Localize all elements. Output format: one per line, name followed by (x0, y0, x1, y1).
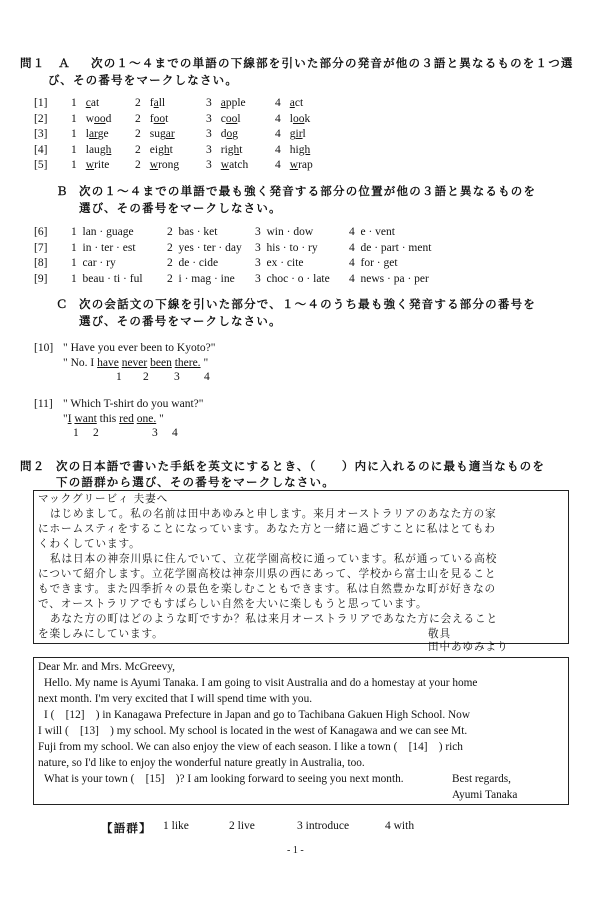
question-number: [2] (34, 112, 48, 125)
q11-num3: 3 (152, 427, 158, 439)
q10-number: [10] (34, 342, 54, 354)
choice-word: 3 cool (206, 112, 241, 125)
en-letter-line: Hello. My name is Ayumi Tanaka. I am going to visit Australia and do a homestay at your home (44, 677, 478, 689)
choice-word: 2 eight (135, 143, 173, 156)
q11-part1: I (67, 413, 72, 425)
q10-part1: have (97, 357, 119, 369)
q11-part4: one. (136, 413, 157, 425)
question-number: [4] (34, 143, 48, 156)
q10-num1: 1 (116, 371, 122, 383)
q10-part4: there. (174, 357, 201, 369)
q11-num2: 2 (93, 427, 99, 439)
choice-word: 2 fall (135, 97, 166, 109)
choice-word: 4 de · part · ment (349, 241, 432, 254)
choice-word: 3 choc · o · late (255, 272, 330, 285)
choice-word: 1 write (71, 159, 110, 171)
question-number: [1] (34, 97, 48, 109)
q11-num4: 4 (172, 427, 178, 439)
choice-word: 4 act (275, 97, 304, 109)
wordbank-option-4: 4 with (385, 820, 415, 832)
choice-word: 2 de · cide (167, 257, 219, 269)
choice-word: 4 look (275, 112, 311, 125)
blank-14: [14] (408, 741, 428, 753)
choice-word: 3 right (206, 143, 243, 156)
choice-word: 2 wrong (135, 159, 180, 171)
q1b-instruction-line2: 選び、その番号をマークしなさい。 (79, 201, 282, 215)
en-letter-line: nature, so I'd like to enjoy the wonderful nature greatly in Australia, too. (38, 757, 365, 769)
question-number: [7] (34, 241, 48, 254)
q1b-instruction-line1: 次の１～４までの単語で最も強く発音する部分の位置が他の３語と異なるものを (79, 184, 537, 198)
q10-num3: 3 (174, 371, 180, 383)
q10-dialogue-line1: " Have you ever been to Kyoto?" (63, 342, 216, 354)
q10-num2: 2 (143, 371, 149, 383)
wordbank-label: 【語群】 (101, 821, 152, 835)
choice-word: 3 dog (206, 128, 238, 140)
q1a-instruction-line1: 次の１～４までの単語の下線部を引いた部分の発音が他の３語と異なるものを１つ選 (91, 56, 574, 70)
choice-word: 1 beau · ti · ful (71, 272, 143, 285)
wordbank-option-3: 3 introduce (297, 820, 350, 832)
wordbank-option-1: 1 like (163, 820, 189, 832)
jp-letter-salutation: マックグリービィ 夫妻へ (38, 493, 169, 505)
choice-word: 1 laugh (71, 143, 112, 156)
choice-word: 2 bas · ket (167, 226, 218, 238)
q1c-instruction-line2: 選び、その番号をマークしなさい。 (79, 314, 282, 328)
choice-word: 1 car · ry (71, 257, 116, 269)
choice-word: 4 wrap (275, 159, 313, 171)
choice-word: 3 his · to · ry (255, 241, 318, 254)
choice-word: 1 cat (71, 97, 100, 109)
jp-letter-closing: 敬具 (428, 628, 451, 640)
en-letter-line: What is your town ( [15] )? I am looking forward to seeing you next month. (44, 773, 404, 785)
q11-dialogue-line1: " Which T-shirt do you want?" (63, 398, 204, 410)
choice-word: 3 ex · cite (255, 257, 304, 269)
q1c-label: Ｃ (56, 297, 69, 311)
jp-letter-line: 私は日本の神奈川県に住んでいて、立花学園高校に通っています。私が通っている高校 (50, 553, 498, 565)
page-number: - 1 - (287, 845, 304, 856)
q1a-instruction-line2: び、その番号をマークしなさい。 (48, 73, 239, 87)
choice-word: 4 girl (275, 128, 306, 140)
choice-word: 2 sugar (135, 128, 175, 140)
choice-word: 1 lan · guage (71, 226, 134, 238)
jp-letter-line: を楽しみにしています。 (38, 628, 164, 640)
jp-letter-signature: 田中あゆみより (428, 641, 509, 653)
jp-letter-line: について紹介します。立花学園高校は神奈川県の西にあって、学校から富士山を見ること (38, 568, 497, 580)
jp-letter-line: はじめまして。私の名前は田中あゆみと申します。来月オーストラリアのあなた方の家 (50, 508, 497, 520)
choice-word: 4 e · vent (349, 226, 395, 238)
jp-letter-line: あなた方の町はどのような町ですか？私は来月オーストラリアであなた方に会えること (50, 613, 499, 625)
question-number: [5] (34, 159, 48, 171)
q10-num4: 4 (204, 371, 210, 383)
jp-letter-line: にホームスティをすることになっています。あなた方と一緒に過ごすことに私はとてもわ (38, 523, 496, 535)
question-number: [9] (34, 272, 48, 285)
q10-dialogue-line2: " No. I have never been there. " (63, 357, 209, 369)
q1b-label: Ｂ (56, 184, 69, 198)
en-letter-line: next month. I'm very excited that I will spend time with you. (38, 693, 313, 705)
choice-word: 2 foot (135, 112, 169, 125)
choice-word: 4 for · get (349, 257, 398, 269)
en-letter-salutation: Dear Mr. and Mrs. McGreevy, (38, 661, 175, 673)
japanese-letter-box (33, 490, 569, 644)
blank-15: [15] (145, 773, 165, 785)
jp-letter-line: くわくしています。 (38, 538, 141, 550)
choice-word: 1 large (71, 128, 109, 140)
en-letter-line: Fuji from my school. We can also enjoy the view of each season. I like a town ( [14] ) rich (38, 741, 463, 753)
question-number: [8] (34, 257, 48, 269)
blank-13: [13] (80, 725, 99, 737)
q11-part2: want (74, 413, 97, 425)
choice-word: 3 watch (206, 159, 249, 171)
q11-num1: 1 (73, 427, 79, 439)
en-letter-line: I will ( [13] ) my school. My school is located in the west of Kanagawa and we can see Mt. (38, 725, 468, 737)
jp-letter-line: もできます。また四季折々の景色を楽しむこともできます。私は自然豊かな町が好きなの (38, 583, 497, 595)
blank-12: [12] (65, 709, 85, 721)
q2-instruction-line1: 次の日本語で書いた手紙を英文にするとき、（ ）内に入れるのに最も適当なものを (56, 459, 546, 473)
q2-instruction-line2: 下の語群から選び、その番号をマークしなさい。 (56, 475, 335, 489)
jp-letter-line: で、オーストラリアでもすばらしい自然を大いに楽しもうと思っています。 (38, 598, 428, 610)
en-letter-line: I ( [12] ) in Kanagawa Prefecture in Japan and go to Tachibana Gakuen High School. Now (44, 709, 470, 721)
choice-word: 2 yes · ter · day (167, 241, 242, 254)
choice-word: 4 news · pa · per (349, 272, 429, 285)
q2-label: 問２ (20, 459, 46, 473)
wordbank-option-2: 2 live (229, 820, 255, 832)
q1c-instruction-line1: 次の会話文の下線を引いた部分で、１～４のうち最も強く発音する部分の番号を (79, 297, 536, 311)
en-letter-closing: Best regards, (452, 773, 511, 785)
q11-dialogue-line2: "I want this red one. " (63, 413, 164, 425)
q1a-label: 問１ Ａ (20, 56, 71, 70)
choice-word: 3 apple (206, 97, 246, 109)
en-letter-signature: Ayumi Tanaka (452, 789, 518, 801)
choice-word: 3 win · dow (255, 226, 314, 238)
english-letter-box (33, 657, 569, 805)
q10-part2: never (121, 357, 148, 369)
choice-word: 2 i · mag · ine (167, 272, 235, 285)
choice-word: 1 in · ter · est (71, 241, 136, 254)
choice-word: 4 high (275, 143, 311, 156)
q10-part3: been (150, 357, 172, 369)
question-number: [6] (34, 226, 48, 238)
question-number: [3] (34, 128, 48, 140)
choice-word: 1 wood (71, 112, 112, 125)
q11-part3: red (119, 413, 134, 425)
q11-number: [11] (34, 398, 53, 410)
